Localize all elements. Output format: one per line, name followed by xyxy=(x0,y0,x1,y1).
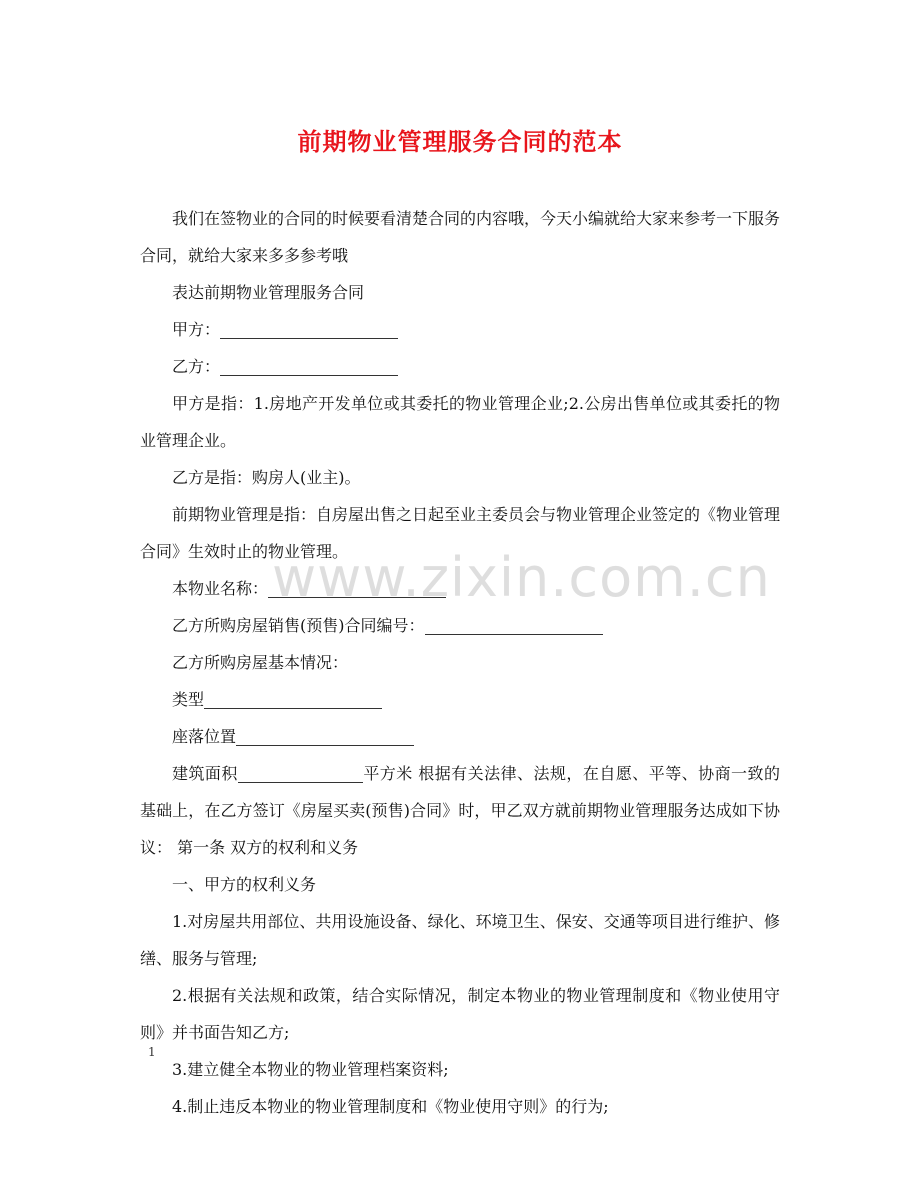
intro-paragraph: 我们在签物业的合同的时候要看清楚合同的内容哦，今天小编就给大家来参考一下服务合同，就给大家来多多参考哦 xyxy=(140,209,781,265)
contract-heading: 表达前期物业管理服务合同 xyxy=(172,283,365,302)
property-name-line xyxy=(140,570,780,607)
area-text: 平方米 根据有关法律、法规，在自愿、平等、协商一致的基础上，在乙方签订《房屋买卖(预售)合同》时，甲乙双方就前期物业管理服务达成如下协议： 第一条 双方的权利和义务 xyxy=(140,764,780,857)
location-line xyxy=(140,718,780,755)
management-definition: 前期物业管理是指：自房屋出售之日起至业主委员会与物业管理企业签定的《物业管理合同》生效时止的物业管理。 xyxy=(140,505,781,561)
area-blank xyxy=(238,764,363,783)
party-b-line xyxy=(140,348,780,385)
party-b-blank xyxy=(220,357,398,376)
contract-number-blank xyxy=(425,616,603,635)
type-blank xyxy=(204,690,382,709)
party-a-line xyxy=(140,311,780,348)
property-name-blank xyxy=(268,579,446,598)
clause-item: 3.建立健全本物业的物业管理档案资料; xyxy=(172,1060,449,1079)
page-number: 1 xyxy=(148,1045,156,1059)
clause-item: 2.根据有关法规和政策，结合实际情况，制定本物业的物业管理制度和《物业使用守则》并书面告知乙方; xyxy=(140,986,780,1042)
location-label: 座落位置 xyxy=(172,727,237,746)
basic-info-line: 乙方所购房屋基本情况： xyxy=(172,653,349,672)
type-label: 类型 xyxy=(172,690,205,709)
party-b-label: 乙方： xyxy=(172,357,221,376)
party-a-blank xyxy=(220,320,398,339)
clause-item: 4.制止违反本物业的物业管理制度和《物业使用守则》的行为; xyxy=(172,1097,609,1116)
area-paragraph xyxy=(140,755,780,866)
area-label: 建筑面积 xyxy=(172,764,238,783)
document-body xyxy=(140,200,780,1125)
party-a-definition: 甲方是指：1.房地产开发单位或其委托的物业管理企业;2.公房出售单位或其委托的物业管理企业。 xyxy=(140,394,780,450)
type-line xyxy=(140,681,780,718)
location-blank xyxy=(236,727,414,746)
section-heading: 一、甲方的权利义务 xyxy=(172,875,317,894)
contract-number-line xyxy=(140,607,780,644)
contract-number-label: 乙方所购房屋销售(预售)合同编号： xyxy=(172,616,425,635)
document-title: 前期物业管理服务合同的范本 xyxy=(297,128,623,156)
property-name-label: 本物业名称： xyxy=(172,579,269,598)
party-a-label: 甲方： xyxy=(172,320,221,339)
clause-item: 1.对房屋共用部位、共用设施设备、绿化、环境卫生、保安、交通等项目进行维护、修缮、服务与管理; xyxy=(140,912,780,968)
party-b-definition: 乙方是指：购房人(业主)。 xyxy=(172,468,361,487)
watermark: www.zixin.com.cn xyxy=(272,546,771,609)
